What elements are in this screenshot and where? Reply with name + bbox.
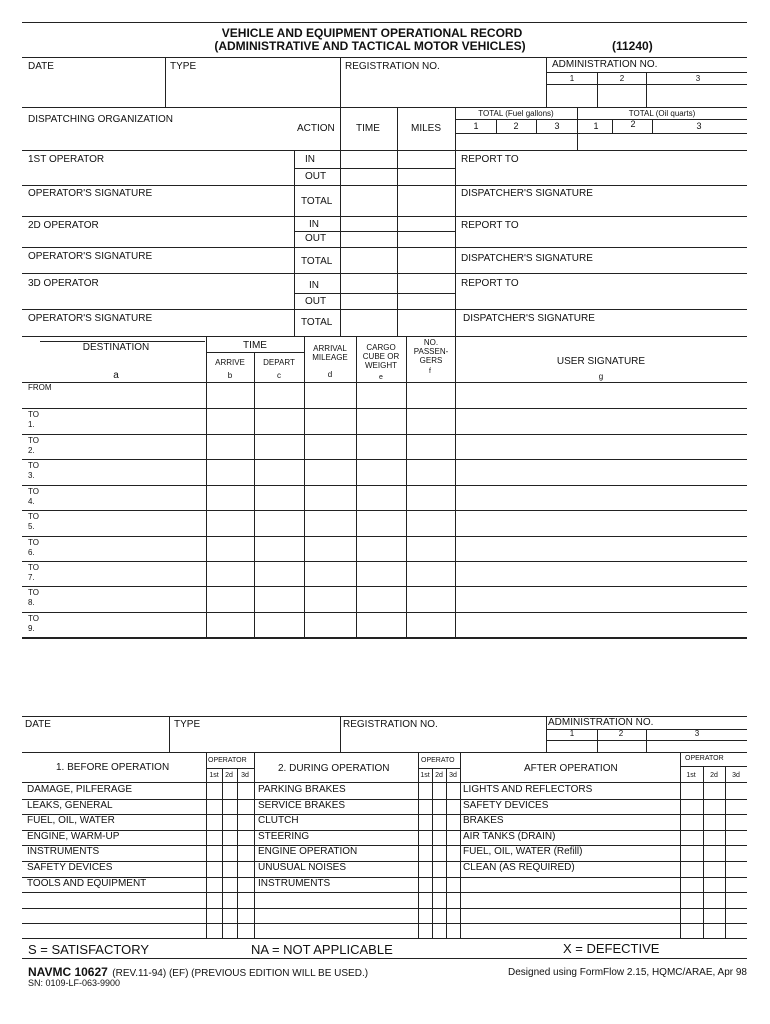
oil-col-3: 3 bbox=[696, 121, 702, 131]
grid-line bbox=[646, 72, 647, 107]
grid-line bbox=[206, 352, 304, 353]
grid-line bbox=[22, 510, 747, 511]
trip-row-number: 5. bbox=[28, 522, 35, 531]
grid-line bbox=[546, 72, 747, 73]
after-operation-item: SAFETY DEVICES bbox=[463, 800, 549, 811]
grid-line bbox=[22, 459, 747, 460]
date-label: DATE bbox=[28, 61, 54, 72]
destination-header: DESTINATION bbox=[82, 342, 150, 353]
registration-label: REGISTRATION NO. bbox=[345, 61, 440, 72]
legend-not-applicable: NA = NOT APPLICABLE bbox=[251, 942, 393, 957]
depart-header: DEPART bbox=[263, 358, 295, 367]
trip-row-number: 4. bbox=[28, 497, 35, 506]
trip-row-number: 8. bbox=[28, 598, 35, 607]
bottom-admin-label: ADMINISTRATION NO. bbox=[548, 717, 654, 728]
dispatcher-1-signature-label: DISPATCHER'S SIGNATURE bbox=[461, 188, 593, 199]
grid-line bbox=[22, 752, 747, 753]
op1-col-2d: 2d bbox=[225, 772, 233, 779]
op1-col-1st: 1st bbox=[209, 772, 219, 779]
after-operation-item: CLEAN (AS REQUIRED) bbox=[463, 862, 575, 873]
dispatching-org-label: DISPATCHING ORGANIZATION bbox=[28, 114, 174, 125]
grid-line bbox=[22, 107, 747, 108]
designed-by: Designed using FormFlow 2.15, HQMC/ARAE, Apr 98 bbox=[508, 967, 747, 978]
before-operation-item: TOOLS AND EQUIPMENT bbox=[27, 878, 147, 889]
trip-row-number: 6. bbox=[28, 548, 35, 557]
grid-line bbox=[725, 766, 726, 938]
grid-line bbox=[597, 729, 598, 752]
after-operation-header: AFTER OPERATION bbox=[524, 763, 618, 774]
miles-label: MILES bbox=[411, 123, 442, 134]
trip-row-to-label: TO bbox=[28, 588, 39, 597]
admin-label: ADMINISTRATION NO. bbox=[552, 59, 658, 70]
grid-line bbox=[22, 185, 747, 186]
fuel-col-2: 2 bbox=[513, 121, 519, 131]
grid-line bbox=[22, 586, 747, 587]
date-field[interactable] bbox=[22, 72, 164, 106]
top-rule bbox=[22, 22, 747, 23]
op3-col-3d: 3d bbox=[732, 772, 740, 779]
before-operation-item: DAMAGE, PILFERAGE bbox=[27, 784, 133, 795]
grid-line bbox=[418, 768, 460, 769]
op2-col-1st: 1st bbox=[420, 772, 430, 779]
trip-row-to-label: TO bbox=[28, 614, 39, 623]
bottom-admin-col-2: 2 bbox=[618, 729, 624, 738]
fuel-total-label: TOTAL (Fuel gallons) bbox=[478, 109, 554, 118]
op2-col-3d: 3d bbox=[449, 772, 457, 779]
passengers-header: NO. PASSEN- GERS bbox=[413, 338, 449, 366]
bottom-admin-col-1: 1 bbox=[569, 729, 575, 738]
grid-line bbox=[254, 352, 255, 638]
operator-header-1: OPERATOR bbox=[208, 757, 247, 764]
trip-row-number: 1. bbox=[28, 420, 35, 429]
form-revision: (REV.11-94) (EF) (PREVIOUS EDITION WILL BE USED.) bbox=[112, 968, 369, 979]
operator-2-signature-label: OPERATOR'S SIGNATURE bbox=[28, 251, 153, 262]
op1-col-3d: 3d bbox=[241, 772, 249, 779]
grid-line bbox=[22, 434, 747, 435]
grid-line bbox=[22, 938, 747, 939]
grid-line bbox=[22, 336, 747, 337]
grid-line bbox=[652, 119, 653, 133]
user-signature-letter: g bbox=[598, 372, 604, 381]
operator-3-total: TOTAL bbox=[301, 317, 333, 328]
grid-line bbox=[22, 536, 747, 537]
operator-header-2: OPERATO bbox=[421, 757, 455, 764]
action-label: ACTION bbox=[297, 123, 335, 134]
fuel-col-1: 1 bbox=[473, 121, 479, 131]
grid-line bbox=[237, 768, 238, 938]
during-operation-item: ENGINE OPERATION bbox=[258, 846, 358, 857]
operator-1-label: 1ST OPERATOR bbox=[28, 154, 105, 165]
type-label: TYPE bbox=[170, 61, 197, 72]
time-label: TIME bbox=[356, 123, 380, 134]
grid-line bbox=[294, 168, 455, 169]
op3-col-2d: 2d bbox=[710, 772, 718, 779]
grid-line bbox=[22, 273, 747, 274]
trip-row-number: 2. bbox=[28, 446, 35, 455]
grid-line bbox=[22, 814, 747, 815]
grid-line bbox=[22, 861, 747, 862]
operator-header-3: OPERATOR bbox=[685, 755, 724, 762]
trip-row-number: 9. bbox=[28, 624, 35, 633]
grid-line bbox=[577, 107, 578, 150]
grid-line bbox=[455, 133, 747, 134]
stock-number: SN: 0109-LF-063-9900 bbox=[28, 978, 121, 988]
operator-1-out: OUT bbox=[305, 171, 327, 182]
before-operation-item: FUEL, OIL, WATER bbox=[27, 815, 115, 826]
destination-letter: a bbox=[113, 370, 119, 381]
trip-row-to-label: TO bbox=[28, 436, 39, 445]
bottom-date-label: DATE bbox=[25, 719, 51, 730]
operator-2-in: IN bbox=[309, 219, 319, 230]
grid-line bbox=[22, 612, 747, 613]
bottom-registration-label: REGISTRATION NO. bbox=[343, 719, 438, 730]
operator-3-report-to: REPORT TO bbox=[461, 278, 519, 289]
grid-line bbox=[22, 830, 747, 831]
oil-col-1: 1 bbox=[593, 121, 599, 131]
trip-row-to-label: TO bbox=[28, 461, 39, 470]
trip-row-to-label: TO bbox=[28, 563, 39, 572]
op3-col-1st: 1st bbox=[686, 772, 696, 779]
before-operation-item: LEAKS, GENERAL bbox=[27, 800, 113, 811]
trip-row-to-label: TO bbox=[28, 512, 39, 521]
bottom-type-label: TYPE bbox=[174, 719, 201, 730]
mileage-header: ARRIVAL MILEAGE bbox=[312, 344, 348, 363]
grid-line bbox=[546, 84, 747, 85]
grid-line bbox=[22, 216, 747, 217]
operator-1-report-to: REPORT TO bbox=[461, 154, 519, 165]
legend-satisfactory: S = SATISFACTORY bbox=[28, 942, 150, 957]
oil-total-label: TOTAL (Oil quarts) bbox=[628, 109, 696, 118]
from-label: FROM bbox=[28, 383, 52, 392]
admin-col-3: 3 bbox=[695, 74, 701, 83]
op2-col-2d: 2d bbox=[435, 772, 443, 779]
depart-letter: c bbox=[277, 371, 281, 380]
before-operation-header: 1. BEFORE OPERATION bbox=[56, 762, 170, 773]
grid-line bbox=[680, 766, 747, 767]
grid-line bbox=[446, 768, 447, 938]
grid-line bbox=[455, 119, 747, 120]
before-operation-item: ENGINE, WARM-UP bbox=[27, 831, 120, 842]
mileage-letter: d bbox=[327, 370, 333, 379]
grid-line bbox=[22, 382, 747, 383]
bottom-admin-col-3: 3 bbox=[694, 729, 700, 738]
grid-line bbox=[22, 845, 747, 846]
operator-2-report-to: REPORT TO bbox=[461, 220, 519, 231]
type-field[interactable] bbox=[166, 72, 339, 106]
during-operation-item: PARKING BRAKES bbox=[258, 784, 346, 795]
during-operation-item: SERVICE BRAKES bbox=[258, 800, 346, 811]
admin-col-1: 1 bbox=[569, 74, 575, 83]
grid-line bbox=[22, 561, 747, 562]
grid-line bbox=[597, 72, 598, 107]
during-operation-item: INSTRUMENTS bbox=[258, 878, 331, 889]
grid-line bbox=[22, 958, 747, 959]
grid-line bbox=[22, 908, 747, 909]
oil-col-2: 2 bbox=[630, 119, 636, 129]
operator-3-out: OUT bbox=[305, 296, 327, 307]
grid-line bbox=[536, 119, 537, 133]
time-header: TIME bbox=[243, 340, 267, 351]
operator-1-in: IN bbox=[305, 154, 315, 165]
grid-line bbox=[22, 782, 747, 783]
grid-line bbox=[22, 799, 747, 800]
form-title: VEHICLE AND EQUIPMENT OPERATIONAL RECORD bbox=[221, 26, 523, 40]
operator-3-signature-label: OPERATOR'S SIGNATURE bbox=[28, 313, 153, 324]
grid-line bbox=[169, 716, 170, 752]
after-operation-item: FUEL, OIL, WATER (Refill) bbox=[463, 846, 583, 857]
grid-line bbox=[206, 768, 254, 769]
fuel-col-3: 3 bbox=[554, 121, 560, 131]
grid-line bbox=[22, 150, 747, 151]
trip-row-number: 7. bbox=[28, 573, 35, 582]
during-operation-header: 2. DURING OPERATION bbox=[278, 763, 390, 774]
before-operation-item: INSTRUMENTS bbox=[27, 846, 100, 857]
operator-2-out: OUT bbox=[305, 233, 327, 244]
form-code: (11240) bbox=[612, 39, 653, 53]
operator-1-total: TOTAL bbox=[301, 196, 333, 207]
grid-line bbox=[222, 768, 223, 938]
during-operation-item: STEERING bbox=[258, 831, 310, 842]
grid-line bbox=[546, 57, 547, 107]
registration-field[interactable] bbox=[341, 72, 545, 106]
trip-table-bottom bbox=[22, 637, 747, 639]
grid-line bbox=[22, 923, 747, 924]
dispatcher-2-signature-label: DISPATCHER'S SIGNATURE bbox=[461, 253, 593, 264]
cargo-letter: e bbox=[379, 374, 383, 381]
dispatcher-3-signature-label: DISPATCHER'S SIGNATURE bbox=[463, 313, 595, 324]
grid-line bbox=[612, 119, 613, 133]
operator-2-total: TOTAL bbox=[301, 256, 333, 267]
trip-row-number: 3. bbox=[28, 471, 35, 480]
during-operation-item: UNUSUAL NOISES bbox=[258, 862, 346, 873]
operator-1-signature-label: OPERATOR'S SIGNATURE bbox=[28, 188, 153, 199]
grid-line bbox=[397, 107, 398, 150]
grid-line bbox=[22, 247, 747, 248]
trip-row-to-label: TO bbox=[28, 410, 39, 419]
grid-line bbox=[22, 309, 747, 310]
grid-line bbox=[294, 231, 455, 232]
during-operation-item: CLUTCH bbox=[258, 815, 299, 826]
grid-line bbox=[22, 408, 747, 409]
arrive-header: ARRIVE bbox=[215, 358, 245, 367]
grid-line bbox=[22, 57, 747, 58]
after-operation-item: AIR TANKS (DRAIN) bbox=[463, 831, 556, 842]
trip-row-to-label: TO bbox=[28, 487, 39, 496]
grid-line bbox=[496, 119, 497, 133]
legend-defective: X = DEFECTIVE bbox=[563, 941, 660, 956]
grid-line bbox=[703, 766, 704, 938]
grid-line bbox=[340, 716, 341, 752]
grid-line bbox=[646, 729, 647, 752]
grid-line bbox=[22, 892, 747, 893]
before-operation-item: SAFETY DEVICES bbox=[27, 862, 113, 873]
admin-col-2: 2 bbox=[619, 74, 625, 83]
form-number: NAVMC 10627 bbox=[28, 965, 108, 979]
cargo-header: CARGO CUBE OR WEIGHT bbox=[362, 343, 400, 371]
after-operation-item: BRAKES bbox=[463, 815, 504, 826]
arrive-letter: b bbox=[227, 371, 233, 380]
form-subtitle: (ADMINISTRATIVE AND TACTICAL MOTOR VEHICLES) bbox=[214, 39, 526, 53]
operator-3-label: 3D OPERATOR bbox=[28, 278, 99, 289]
grid-line bbox=[294, 293, 455, 294]
operator-3-in: IN bbox=[309, 280, 319, 291]
grid-line bbox=[22, 485, 747, 486]
grid-line bbox=[432, 768, 433, 938]
trip-row-to-label: TO bbox=[28, 538, 39, 547]
grid-line bbox=[546, 716, 547, 752]
grid-line bbox=[455, 107, 456, 150]
passengers-letter: f bbox=[429, 368, 431, 375]
user-signature-header: USER SIGNATURE bbox=[556, 356, 646, 367]
operator-2-label: 2D OPERATOR bbox=[28, 220, 99, 231]
after-operation-item: LIGHTS AND REFLECTORS bbox=[463, 784, 593, 795]
